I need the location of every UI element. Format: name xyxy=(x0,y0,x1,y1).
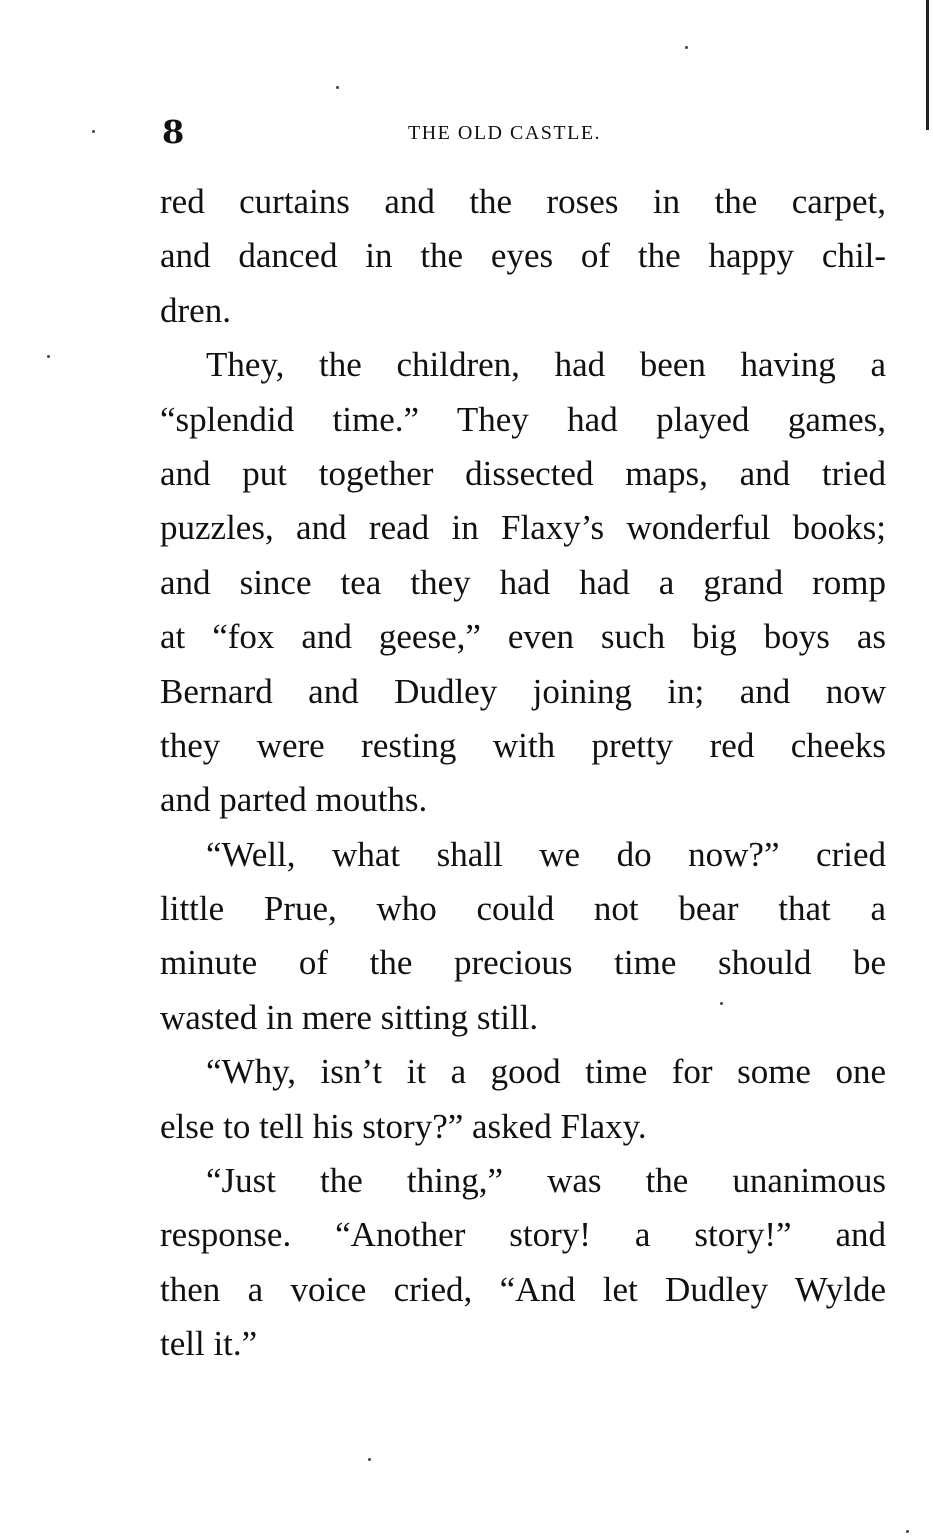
text-line: at “fox and geese,” even such big boys as xyxy=(160,617,886,657)
scan-speck xyxy=(685,46,688,49)
running-title: THE OLD CASTLE. xyxy=(408,122,602,144)
page-header xyxy=(160,112,886,152)
text-line: little Prue, who could not bear that a xyxy=(160,889,886,929)
text-line: red curtains and the roses in the carpet, xyxy=(160,182,886,221)
text-line: Bernard and Dudley joining in; and now xyxy=(160,671,886,711)
scan-speck xyxy=(906,1530,909,1533)
paragraph xyxy=(160,828,886,1046)
paragraph xyxy=(160,175,886,338)
paragraph xyxy=(160,1154,886,1372)
scan-speck xyxy=(92,130,95,133)
text-line: wasted in mere sitting still. xyxy=(160,997,539,1037)
text-line: response. “Another story! a story!” and xyxy=(160,1215,886,1255)
text-line: and since tea they had had a grand romp xyxy=(160,562,886,602)
page-edge-mark xyxy=(926,0,929,130)
text-line: They, the children, had been having a xyxy=(206,345,886,385)
paragraph xyxy=(160,1045,886,1154)
text-line: and parted mouths. xyxy=(160,780,428,820)
text-line: else to tell his story?” asked Flaxy. xyxy=(160,1106,647,1146)
text-line: “Well, what shall we do now?” cried xyxy=(206,834,886,874)
text-line: minute of the precious time should be xyxy=(160,943,886,983)
scan-speck xyxy=(336,86,339,89)
text-line: “Why, isn’t it a good time for some one xyxy=(206,1052,886,1092)
page-number: 8 xyxy=(162,113,185,151)
paragraph xyxy=(160,338,886,828)
scan-speck xyxy=(720,1002,723,1005)
scan-speck xyxy=(368,1458,371,1461)
scan-speck xyxy=(47,355,50,358)
text-line: dren. xyxy=(160,290,231,330)
text-line: and danced in the eyes of the happy chil- xyxy=(160,236,886,276)
text-line: they were resting with pretty red cheeks xyxy=(160,725,886,765)
body-text xyxy=(160,175,886,1372)
text-line: tell it.” xyxy=(160,1324,258,1364)
text-line: “splendid time.” They had played games, xyxy=(160,399,886,439)
text-line: “Just the thing,” was the unanimous xyxy=(206,1161,886,1201)
text-line: puzzles, and read in Flaxy’s wonderful books; xyxy=(160,508,886,548)
text-line: and put together dissected maps, and tried xyxy=(160,453,886,493)
text-line: then a voice cried, “And let Dudley Wylde xyxy=(160,1269,886,1309)
